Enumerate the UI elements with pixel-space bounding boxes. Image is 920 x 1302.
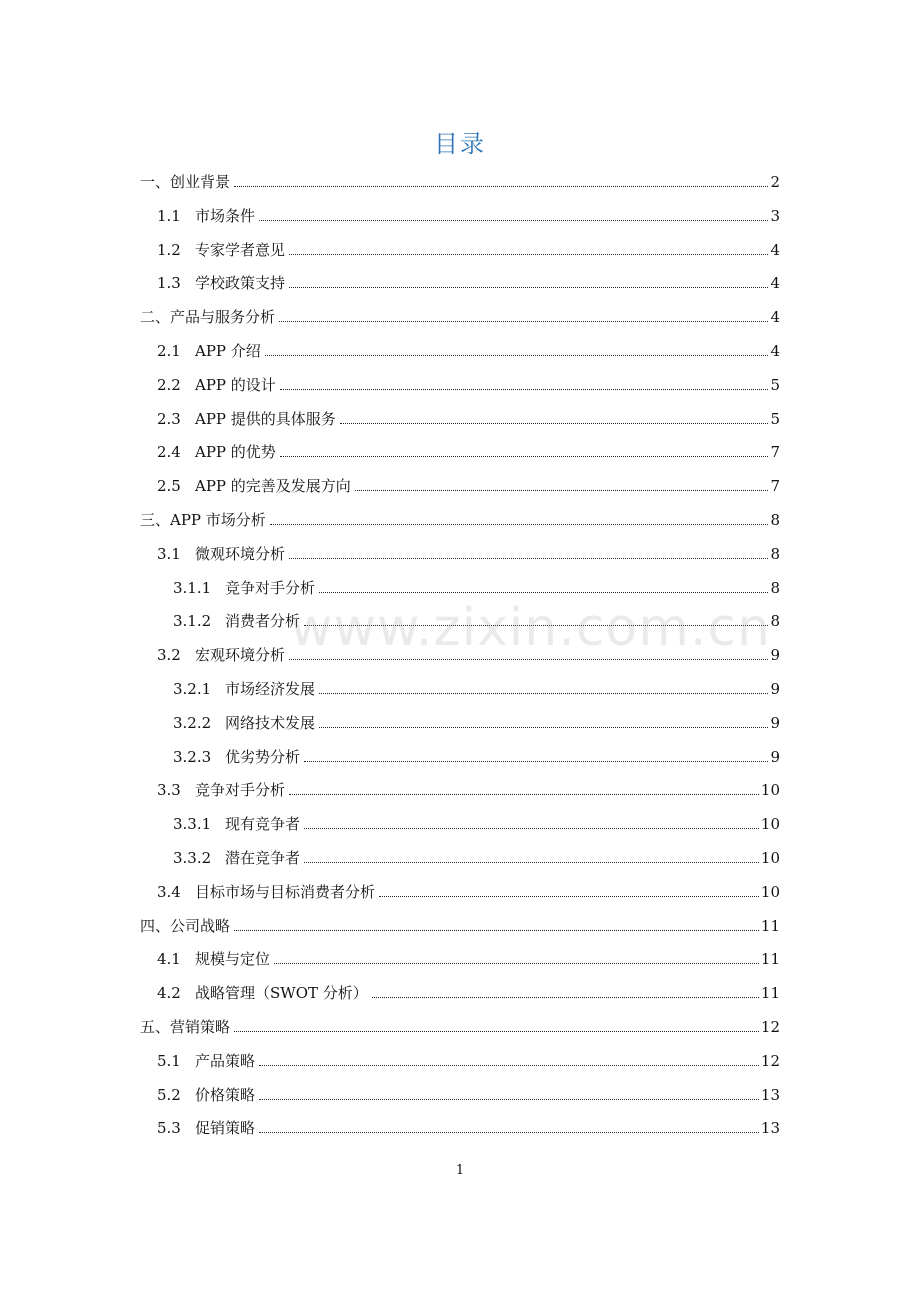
toc-entry-text: 竞争对手分析 bbox=[195, 781, 286, 800]
toc-entry-number: 3.1 bbox=[157, 544, 181, 563]
toc-entry-number: 2.2 bbox=[157, 375, 181, 394]
toc-dot-leader bbox=[289, 287, 768, 288]
toc-entry-text: 微观环境分析 bbox=[195, 544, 286, 563]
toc-dot-leader bbox=[304, 828, 759, 829]
toc-dot-leader bbox=[372, 997, 759, 998]
toc-dot-leader bbox=[234, 186, 768, 187]
toc-dot-leader bbox=[289, 659, 768, 660]
toc-entry[interactable] bbox=[173, 805, 780, 835]
toc-entry-text: 网络技术发展 bbox=[225, 713, 316, 732]
toc-entry-number: 2.5 bbox=[157, 477, 181, 496]
toc-entry[interactable] bbox=[157, 1076, 780, 1106]
toc-entry-page: 12 bbox=[760, 1018, 780, 1036]
toc-dot-leader bbox=[289, 254, 768, 255]
toc-entry-number: 3.1.1 bbox=[173, 578, 212, 597]
toc-entry[interactable] bbox=[157, 433, 780, 463]
toc-entry-page: 4 bbox=[770, 308, 780, 327]
toc-entry-number: 2.1 bbox=[157, 342, 181, 360]
toc-entry-page: 9 bbox=[770, 646, 780, 665]
toc-entry[interactable] bbox=[173, 839, 780, 869]
toc-entry-number: 3.3.2 bbox=[173, 849, 212, 867]
toc-entry-number: 4.2 bbox=[157, 984, 181, 1003]
toc-entry-text: 宏观环境分析 bbox=[195, 646, 286, 665]
toc-entry[interactable] bbox=[157, 366, 780, 396]
toc-entry-number: 3.3.1 bbox=[173, 815, 212, 834]
toc-entry[interactable] bbox=[157, 197, 780, 227]
toc-entry-number: 3.4 bbox=[157, 882, 181, 901]
toc-entry-number: 3.1.2 bbox=[173, 612, 212, 631]
toc-entry-text: 市场经济发展 bbox=[225, 680, 316, 698]
toc-entry-text: APP 的完善及发展方向 bbox=[195, 477, 351, 496]
toc-entry[interactable] bbox=[140, 501, 780, 531]
toc-entry[interactable] bbox=[173, 738, 780, 768]
toc-entry-text: 优劣势分析 bbox=[225, 747, 301, 766]
toc-dot-leader bbox=[319, 727, 768, 728]
toc-entry-page: 3 bbox=[770, 206, 780, 225]
toc-entry-page: 13 bbox=[760, 1085, 780, 1104]
toc-entry-page: 4 bbox=[770, 240, 780, 259]
toc-dot-leader bbox=[259, 220, 768, 221]
toc-entry-text: APP 的设计 bbox=[195, 375, 276, 394]
toc-entry-number: 3.3 bbox=[157, 781, 181, 800]
toc-entry[interactable] bbox=[157, 400, 780, 430]
toc-dot-leader bbox=[304, 625, 768, 626]
toc-entry-page: 9 bbox=[770, 680, 780, 698]
toc-entry[interactable] bbox=[173, 670, 780, 700]
toc-entry-page: 4 bbox=[770, 274, 780, 293]
toc-entry-text: APP 介绍 bbox=[195, 342, 261, 360]
toc-dot-leader bbox=[319, 592, 768, 593]
toc-entry-number: 2.3 bbox=[157, 409, 181, 428]
toc-dot-leader bbox=[259, 1132, 759, 1133]
toc-entry-number: 3.2.2 bbox=[173, 713, 212, 732]
toc-entry-text: 战略管理（SWOT 分析） bbox=[195, 984, 368, 1003]
toc-dot-leader bbox=[259, 1099, 759, 1100]
toc-entry[interactable] bbox=[173, 704, 780, 734]
toc-entry-number: 5.1 bbox=[157, 1051, 181, 1070]
toc-entry-text: 消费者分析 bbox=[225, 612, 301, 631]
toc-entry[interactable] bbox=[157, 636, 780, 666]
toc-dot-leader bbox=[304, 862, 759, 863]
toc-entry[interactable] bbox=[157, 940, 780, 970]
toc-dot-leader bbox=[270, 524, 769, 525]
toc-entry[interactable] bbox=[157, 1042, 780, 1072]
toc-entry-text: 目标市场与目标消费者分析 bbox=[195, 882, 376, 901]
toc-entry-text: APP 的优势 bbox=[195, 443, 276, 462]
toc-entry-number: 2.4 bbox=[157, 443, 181, 462]
toc-title: 目录 bbox=[434, 130, 486, 158]
toc-entry-number: 5.2 bbox=[157, 1085, 181, 1104]
toc-entry-text: APP 提供的具体服务 bbox=[195, 409, 336, 428]
watermark: www.zixin.com.cn bbox=[290, 598, 771, 658]
toc-entry[interactable] bbox=[157, 974, 780, 1004]
toc-dot-leader bbox=[280, 389, 769, 390]
toc-entry-page: 4 bbox=[770, 342, 780, 360]
toc-entry-text: 二、产品与服务分析 bbox=[140, 308, 276, 327]
toc-entry[interactable] bbox=[173, 602, 780, 632]
toc-entry-text: 价格策略 bbox=[195, 1085, 256, 1104]
toc-entry[interactable] bbox=[157, 535, 780, 565]
toc-entry[interactable] bbox=[140, 1008, 780, 1038]
toc-dot-leader bbox=[319, 693, 768, 694]
toc-dot-leader bbox=[280, 456, 769, 457]
toc-entry-text: 三、APP 市场分析 bbox=[140, 511, 266, 529]
toc-entry-text: 五、营销策略 bbox=[140, 1018, 231, 1036]
toc-entry-number: 3.2 bbox=[157, 646, 181, 665]
toc-entry[interactable] bbox=[140, 907, 780, 937]
toc-dot-leader bbox=[234, 930, 759, 931]
toc-entry-page: 12 bbox=[760, 1051, 780, 1070]
toc-entry-page: 7 bbox=[770, 443, 780, 462]
toc-entry-number: 3.2.3 bbox=[173, 747, 212, 766]
toc-entry-page: 7 bbox=[770, 477, 780, 496]
toc-entry-page: 5 bbox=[770, 375, 780, 394]
toc-entry-text: 潜在竞争者 bbox=[225, 849, 301, 867]
toc-entry-text: 促销策略 bbox=[195, 1119, 256, 1138]
toc-entry-page: 8 bbox=[770, 544, 780, 563]
toc-entry-page: 13 bbox=[760, 1119, 780, 1138]
toc-entry-text: 产品策略 bbox=[195, 1051, 256, 1070]
toc-dot-leader bbox=[274, 963, 759, 964]
toc-entry-number: 1.3 bbox=[157, 274, 181, 293]
toc-entry-text: 专家学者意见 bbox=[195, 240, 286, 259]
toc-entry-page: 8 bbox=[770, 511, 780, 529]
toc-entry[interactable] bbox=[157, 771, 780, 801]
toc-dot-leader bbox=[289, 558, 768, 559]
toc-entry[interactable] bbox=[157, 1109, 780, 1139]
toc-entry[interactable] bbox=[157, 467, 780, 497]
page-number: 1 bbox=[455, 1163, 465, 1178]
toc-entry-page: 10 bbox=[760, 849, 780, 867]
toc-dot-leader bbox=[265, 355, 769, 356]
toc-dot-leader bbox=[279, 321, 768, 322]
toc-entry[interactable] bbox=[157, 264, 780, 294]
toc-entry-page: 8 bbox=[770, 612, 780, 631]
toc-entry[interactable] bbox=[157, 873, 780, 903]
toc-entry-page: 5 bbox=[770, 409, 780, 428]
toc-dot-leader bbox=[259, 1065, 759, 1066]
toc-entry-number: 3.2.1 bbox=[173, 680, 212, 698]
toc-entry[interactable] bbox=[140, 163, 780, 193]
toc-entry[interactable] bbox=[140, 298, 780, 328]
toc-dot-leader bbox=[289, 794, 759, 795]
toc-entry-text: 学校政策支持 bbox=[195, 274, 286, 293]
toc-entry-page: 10 bbox=[760, 815, 780, 834]
toc-entry-page: 10 bbox=[760, 781, 780, 800]
toc-entry-text: 竞争对手分析 bbox=[225, 578, 316, 597]
toc-entry-page: 11 bbox=[760, 950, 780, 969]
toc-entry-number: 5.3 bbox=[157, 1119, 181, 1138]
toc-dot-leader bbox=[304, 761, 768, 762]
toc-entry-text: 现有竞争者 bbox=[225, 815, 301, 834]
toc-entry[interactable] bbox=[157, 231, 780, 261]
toc-entry-text: 四、公司战略 bbox=[140, 916, 231, 935]
toc-entry-number: 4.1 bbox=[157, 950, 181, 969]
toc-entry-page: 9 bbox=[770, 747, 780, 766]
toc-entry-page: 11 bbox=[760, 916, 780, 935]
toc-dot-leader bbox=[340, 423, 769, 424]
toc-entry-page: 10 bbox=[760, 882, 780, 901]
toc-dot-leader bbox=[234, 1031, 759, 1032]
toc-entry-page: 9 bbox=[770, 713, 780, 732]
toc-entry-number: 1.1 bbox=[157, 206, 181, 225]
toc-entry-text: 市场条件 bbox=[195, 206, 256, 225]
toc-entry-page: 11 bbox=[760, 984, 780, 1003]
toc-entry-text: 规模与定位 bbox=[195, 950, 271, 969]
toc-dot-leader bbox=[355, 490, 769, 491]
toc-entry-number: 1.2 bbox=[157, 240, 181, 259]
toc-entry-page: 2 bbox=[770, 173, 780, 191]
toc-entry[interactable] bbox=[157, 332, 780, 362]
toc-entry[interactable] bbox=[173, 569, 780, 599]
toc-entry-page: 8 bbox=[770, 578, 780, 597]
toc-dot-leader bbox=[379, 896, 759, 897]
toc-entry-text: 一、创业背景 bbox=[140, 173, 231, 191]
